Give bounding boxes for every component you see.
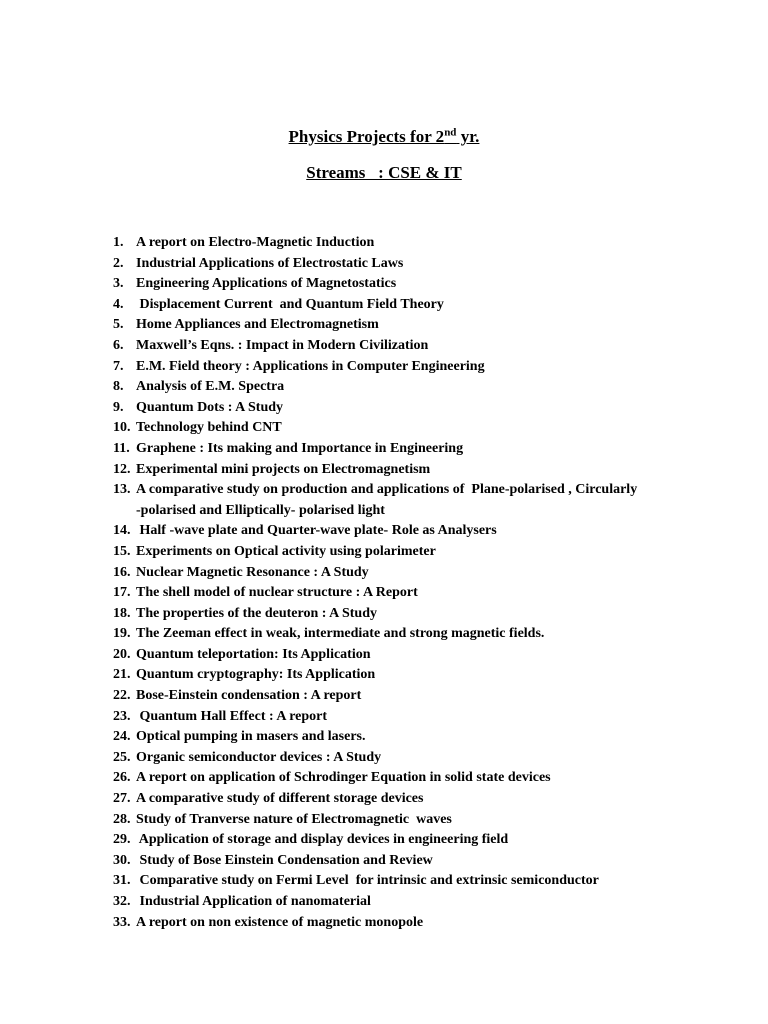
list-item-text: Application of storage and display devices in engineering field xyxy=(136,832,509,848)
page-title xyxy=(0,127,768,147)
list-item-number: 7. xyxy=(113,358,124,374)
list-item xyxy=(113,357,753,378)
list-item-text: Optical pumping in masers and lasers. xyxy=(136,729,366,745)
list-item-text: Experiments on Optical activity using polarimeter xyxy=(136,543,436,559)
list-item xyxy=(113,460,753,481)
page-title-superscript: nd xyxy=(444,126,457,139)
list-item-text: Displacement Current and Quantum Field Theory xyxy=(136,296,444,312)
list-item-number: 27. xyxy=(113,791,131,807)
list-item-number: 4. xyxy=(113,296,124,312)
list-item xyxy=(113,521,753,542)
list-item-number: 23. xyxy=(113,708,131,724)
list-item xyxy=(113,707,753,728)
list-item xyxy=(113,295,753,316)
list-item-text: Bose-Einstein condensation : A report xyxy=(136,688,362,704)
list-item-text-continuation: -polarised and Elliptically- polarised light xyxy=(136,502,385,518)
list-item-number: 16. xyxy=(113,564,131,580)
list-item-number: 15. xyxy=(113,543,131,559)
list-item xyxy=(113,233,753,254)
list-item-number: 26. xyxy=(113,770,131,786)
list-item-number: 20. xyxy=(113,646,131,662)
list-item xyxy=(113,871,753,892)
list-item-text: Study of Bose Einstein Condensation and Review xyxy=(136,852,433,868)
page-title-suffix: yr. xyxy=(456,127,480,146)
list-item-number: 9. xyxy=(113,399,124,415)
list-item-text: Comparative study on Fermi Level for intrinsic and extrinsic semiconductor xyxy=(136,873,599,889)
list-item xyxy=(113,748,753,769)
list-item-text: Half -wave plate and Quarter-wave plate- Role as Analysers xyxy=(136,523,497,539)
list-item-text: A report on Electro-Magnetic Induction xyxy=(136,235,375,250)
list-item xyxy=(113,810,753,831)
list-item-text: Organic semiconductor devices : A Study xyxy=(136,749,382,765)
list-item xyxy=(113,727,753,748)
list-item xyxy=(113,480,753,521)
list-item-number: 13. xyxy=(113,482,131,498)
list-item-text: A report on non existence of magnetic monopole xyxy=(136,914,424,930)
list-item xyxy=(113,913,753,934)
list-item-number: 10. xyxy=(113,420,131,436)
list-item-number: 1. xyxy=(113,235,124,250)
list-item-text: Quantum cryptography: Its Application xyxy=(136,667,376,683)
list-item-number: 14. xyxy=(113,523,131,539)
list-item xyxy=(113,665,753,686)
list-item-number: 12. xyxy=(113,461,131,477)
list-item-number: 3. xyxy=(113,276,124,292)
list-item xyxy=(113,336,753,357)
list-item-text: The shell model of nuclear structure : A Report xyxy=(136,585,418,601)
list-item-text: A report on application of Schrodinger Equation in solid state devices xyxy=(136,770,551,786)
list-item-number: 8. xyxy=(113,379,124,395)
list-item-text: Industrial Application of nanomaterial xyxy=(136,894,371,909)
list-item-number: 11. xyxy=(113,440,130,456)
list-item xyxy=(113,789,753,810)
list-item-text: E.M. Field theory : Applications in Computer Engineering xyxy=(136,358,485,374)
list-item xyxy=(113,645,753,666)
list-item xyxy=(113,851,753,872)
list-item xyxy=(113,418,753,439)
list-item-number: 32. xyxy=(113,894,131,909)
list-item-text: The Zeeman effect in weak, intermediate and strong magnetic fields. xyxy=(136,626,545,642)
list-item-text: Study of Tranverse nature of Electromagnetic waves xyxy=(136,811,452,827)
project-list xyxy=(113,233,753,933)
list-item-number: 19. xyxy=(113,626,131,642)
list-item-number: 17. xyxy=(113,585,131,601)
list-item-text: Technology behind CNT xyxy=(136,420,282,436)
list-item xyxy=(113,830,753,851)
list-item-text: Industrial Applications of Electrostatic Laws xyxy=(136,255,404,271)
list-item-number: 29. xyxy=(113,832,131,848)
list-item-text xyxy=(136,480,637,521)
list-item-number: 33. xyxy=(113,914,131,930)
list-item-text: The properties of the deuteron : A Study xyxy=(136,605,377,621)
list-item xyxy=(113,686,753,707)
list-item-text: Home Appliances and Electromagnetism xyxy=(136,317,379,333)
list-item xyxy=(113,254,753,275)
list-item xyxy=(113,563,753,584)
streams-heading: Streams : CSE & IT xyxy=(306,163,462,182)
list-item xyxy=(113,768,753,789)
list-item-number: 30. xyxy=(113,852,131,868)
list-item xyxy=(113,892,753,913)
list-item-text: Analysis of E.M. Spectra xyxy=(136,379,285,395)
list-item xyxy=(113,439,753,460)
list-item xyxy=(113,377,753,398)
list-item xyxy=(113,398,753,419)
list-item xyxy=(113,604,753,625)
list-item-number: 21. xyxy=(113,667,131,683)
list-item-text: Quantum teleportation: Its Application xyxy=(136,646,371,662)
list-item-number: 6. xyxy=(113,337,124,353)
page-title-prefix: Physics Projects for 2 xyxy=(288,127,445,146)
list-item-text: Graphene : Its making and Importance in Engineering xyxy=(136,440,464,456)
list-item-number: 18. xyxy=(113,605,131,621)
list-item-number: 5. xyxy=(113,317,124,333)
list-item-text: A comparative study of different storage devices xyxy=(136,791,424,807)
list-item-text: Experimental mini projects on Electromagnetism xyxy=(136,461,431,477)
list-item xyxy=(113,542,753,563)
list-item-text-line: A comparative study on production and applications of Plane-polarised , Circularly xyxy=(136,482,638,498)
list-item-number: 24. xyxy=(113,729,131,745)
list-item xyxy=(113,315,753,336)
list-item xyxy=(113,583,753,604)
list-item-text: Engineering Applications of Magnetostatics xyxy=(136,276,397,292)
list-item-text: Nuclear Magnetic Resonance : A Study xyxy=(136,564,369,580)
list-item-number: 28. xyxy=(113,811,131,827)
list-item xyxy=(113,274,753,295)
list-item-text: Quantum Dots : A Study xyxy=(136,399,284,415)
list-item-number: 25. xyxy=(113,749,131,765)
list-item-text: Quantum Hall Effect : A report xyxy=(136,708,328,724)
list-item-text: Maxwell’s Eqns. : Impact in Modern Civilization xyxy=(136,337,429,353)
list-item-number: 31. xyxy=(113,873,131,889)
list-item-number: 2. xyxy=(113,255,124,271)
list-item-number: 22. xyxy=(113,688,131,704)
list-item xyxy=(113,624,753,645)
